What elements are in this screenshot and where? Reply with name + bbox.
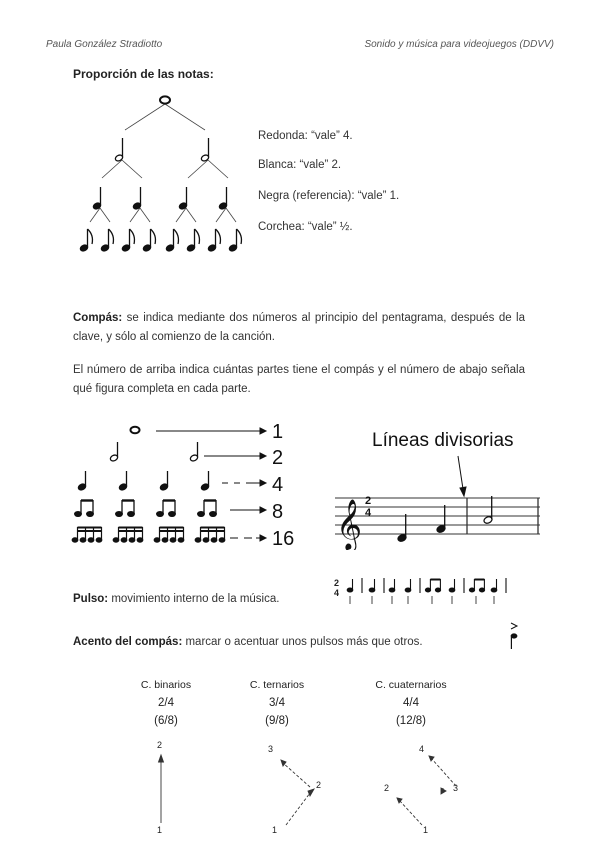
ternario-beat-1: 1 xyxy=(272,825,278,835)
header-course: Sonido y música para videojuegos (DDVV) xyxy=(364,39,554,50)
binarios-simple: 2/4 xyxy=(158,697,174,709)
binarios-header: C. binarios xyxy=(140,679,192,691)
staff-time-sig-bottom: 4 xyxy=(365,507,372,519)
cuaternario-beat-1: 1 xyxy=(423,825,429,835)
pulso-definition: movimiento interno de la música. xyxy=(108,593,280,605)
proporcion-title: Proporción de las notas: xyxy=(73,67,214,81)
pulso-sig-top: 2 xyxy=(334,578,340,588)
acento-definition: marcar o acentuar unos pulsos más que otros. xyxy=(182,636,423,648)
subdivision-number-4: 4 xyxy=(272,474,284,496)
ternarios-compound: (9/8) xyxy=(265,715,289,727)
cuaternario-beat-3: 3 xyxy=(453,783,459,793)
compas-definition: se indica mediante dos números al principio del pentagrama, después de la clave, y sólo al comienzo de la canción. xyxy=(73,312,525,343)
lineas-divisorias-label: Líneas divisorias xyxy=(372,430,514,451)
binario-beat-1: 1 xyxy=(157,825,163,835)
subdivision-number-1: 1 xyxy=(272,421,284,443)
cuaternario-beat-4: 4 xyxy=(419,744,425,754)
value-corchea: Corchea: “vale” ½. xyxy=(258,221,353,233)
pulso-line xyxy=(73,590,313,609)
ternarios-header: C. ternarios xyxy=(249,679,305,691)
acento-term: Acento del compás: xyxy=(73,636,183,648)
binarios-compound: (6/8) xyxy=(154,715,178,727)
pulso-rhythm-diagram xyxy=(342,576,518,608)
cuaternarios-simple: 4/4 xyxy=(403,697,419,709)
value-redonda: Redonda: “vale” 4. xyxy=(258,130,353,142)
value-blanca: Blanca: “vale” 2. xyxy=(258,159,342,171)
ternario-beat-3: 3 xyxy=(268,744,274,754)
cuaternarios-compound: (12/8) xyxy=(395,715,427,727)
treble-clef-icon: 𝄞 xyxy=(336,499,363,550)
subdivision-number-16: 16 xyxy=(272,528,295,550)
subdivision-number-8: 8 xyxy=(272,501,284,523)
staff-time-sig-top: 2 xyxy=(365,495,372,507)
cuaternarios-header: C. cuaternarios xyxy=(375,679,447,691)
subdivision-number-2: 2 xyxy=(272,447,284,469)
ternario-beat-2: 2 xyxy=(316,780,322,790)
compas-paragraph-2: El número de arriba indica cuántas partes tiene el compás y el número de abajo señala qué figura completa en cada parte. xyxy=(73,364,525,395)
compas-paragraph xyxy=(73,309,525,347)
ternarios-simple: 3/4 xyxy=(269,697,285,709)
note-division-diagram xyxy=(70,418,270,550)
value-negra: Negra (referencia): “vale” 1. xyxy=(258,190,400,202)
staff-diagram xyxy=(330,452,545,550)
pulso-sig-bottom: 4 xyxy=(334,588,340,598)
cuaternario-beat-2: 2 xyxy=(384,783,390,793)
note-tree-diagram xyxy=(70,90,250,260)
accent-note-icon xyxy=(508,622,522,652)
binario-beat-2: 2 xyxy=(157,740,163,750)
acento-line xyxy=(73,633,503,652)
header-author: Paula González Stradiotto xyxy=(46,39,163,50)
pulso-term: Pulso: xyxy=(73,593,109,605)
compas-term: Compás: xyxy=(73,312,123,324)
